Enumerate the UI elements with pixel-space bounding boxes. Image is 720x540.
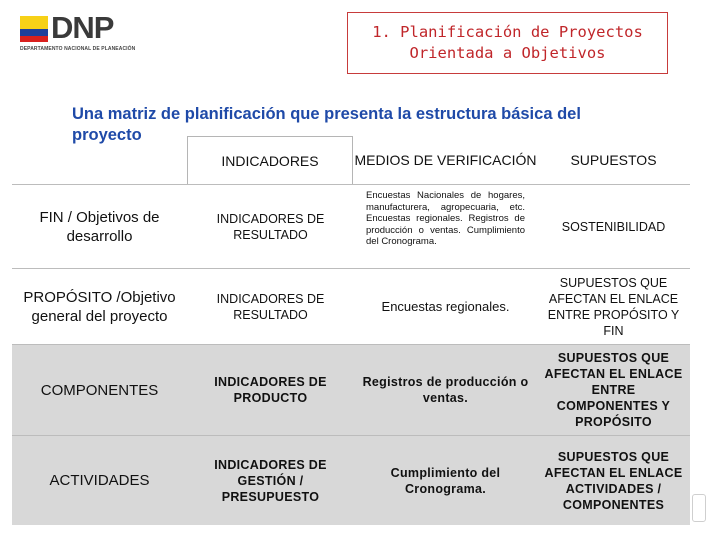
row-medios: Registros de producción o ventas. [362, 375, 529, 405]
title-line-1: 1. Planificación de Proyectos [372, 23, 643, 41]
row-medios: Encuestas Nacionales de hogares, manufacturera, agropecuaria, etc. Encuestas regionales. Registros de producción o ventas. Cumplimiento del Cronograma. [366, 190, 525, 247]
table-row-proposito [12, 268, 690, 344]
row-indicador: INDICADORES DE RESULTADO [216, 291, 325, 322]
slide-subtitle: Una matriz de planificación que presenta la estructura básica del proyecto [72, 105, 581, 144]
row-label: PROPÓSITO /Objetivo general del proyecto [23, 288, 176, 325]
row-medios: Encuestas regionales. [381, 298, 510, 314]
row-supuesto: SUPUESTOS QUE AFECTAN EL ENLACE ACTIVIDADES / COMPONENTES [544, 449, 683, 512]
logo-subtitle: DEPARTAMENTO NACIONAL DE PLANEACIÓN [20, 46, 136, 52]
row-indicador: INDICADORES DE GESTIÓN / PRESUPUESTO [214, 457, 327, 504]
colombia-flag-icon [20, 16, 48, 42]
table-row-fin [12, 184, 690, 268]
title-line-2: Orientada a Objetivos [409, 44, 606, 62]
row-supuesto: SUPUESTOS QUE AFECTAN EL ENLACE ENTRE COMPONENTES Y PROPÓSITO [544, 351, 683, 429]
row-label: COMPONENTES [40, 381, 159, 399]
slide-title [347, 12, 668, 74]
table-row-actividades [12, 435, 690, 525]
row-medios: Cumplimiento del Cronograma. [390, 465, 501, 496]
header-supuestos: SUPUESTOS [537, 136, 690, 184]
row-label: FIN / Objetivos de desarrollo [39, 208, 160, 245]
row-indicador: INDICADORES DE PRODUCTO [214, 375, 327, 405]
row-supuesto: SOSTENIBILIDAD [561, 219, 666, 234]
header-medios-verificacion: MEDIOS DE VERIFICACIÓN [354, 136, 537, 184]
table-row-componentes [12, 344, 690, 435]
row-supuesto: SUPUESTOS QUE AFECTAN EL ENLACE ENTRE PROPÓSITO Y FIN [547, 275, 680, 338]
row-label: ACTIVIDADES [49, 472, 150, 489]
dnp-logo [20, 10, 140, 58]
row-indicador: INDICADORES DE RESULTADO [216, 211, 325, 242]
header-indicadores: INDICADORES [187, 136, 353, 184]
decorative-mark [692, 494, 706, 522]
logo-wordmark: DNP [51, 10, 114, 45]
